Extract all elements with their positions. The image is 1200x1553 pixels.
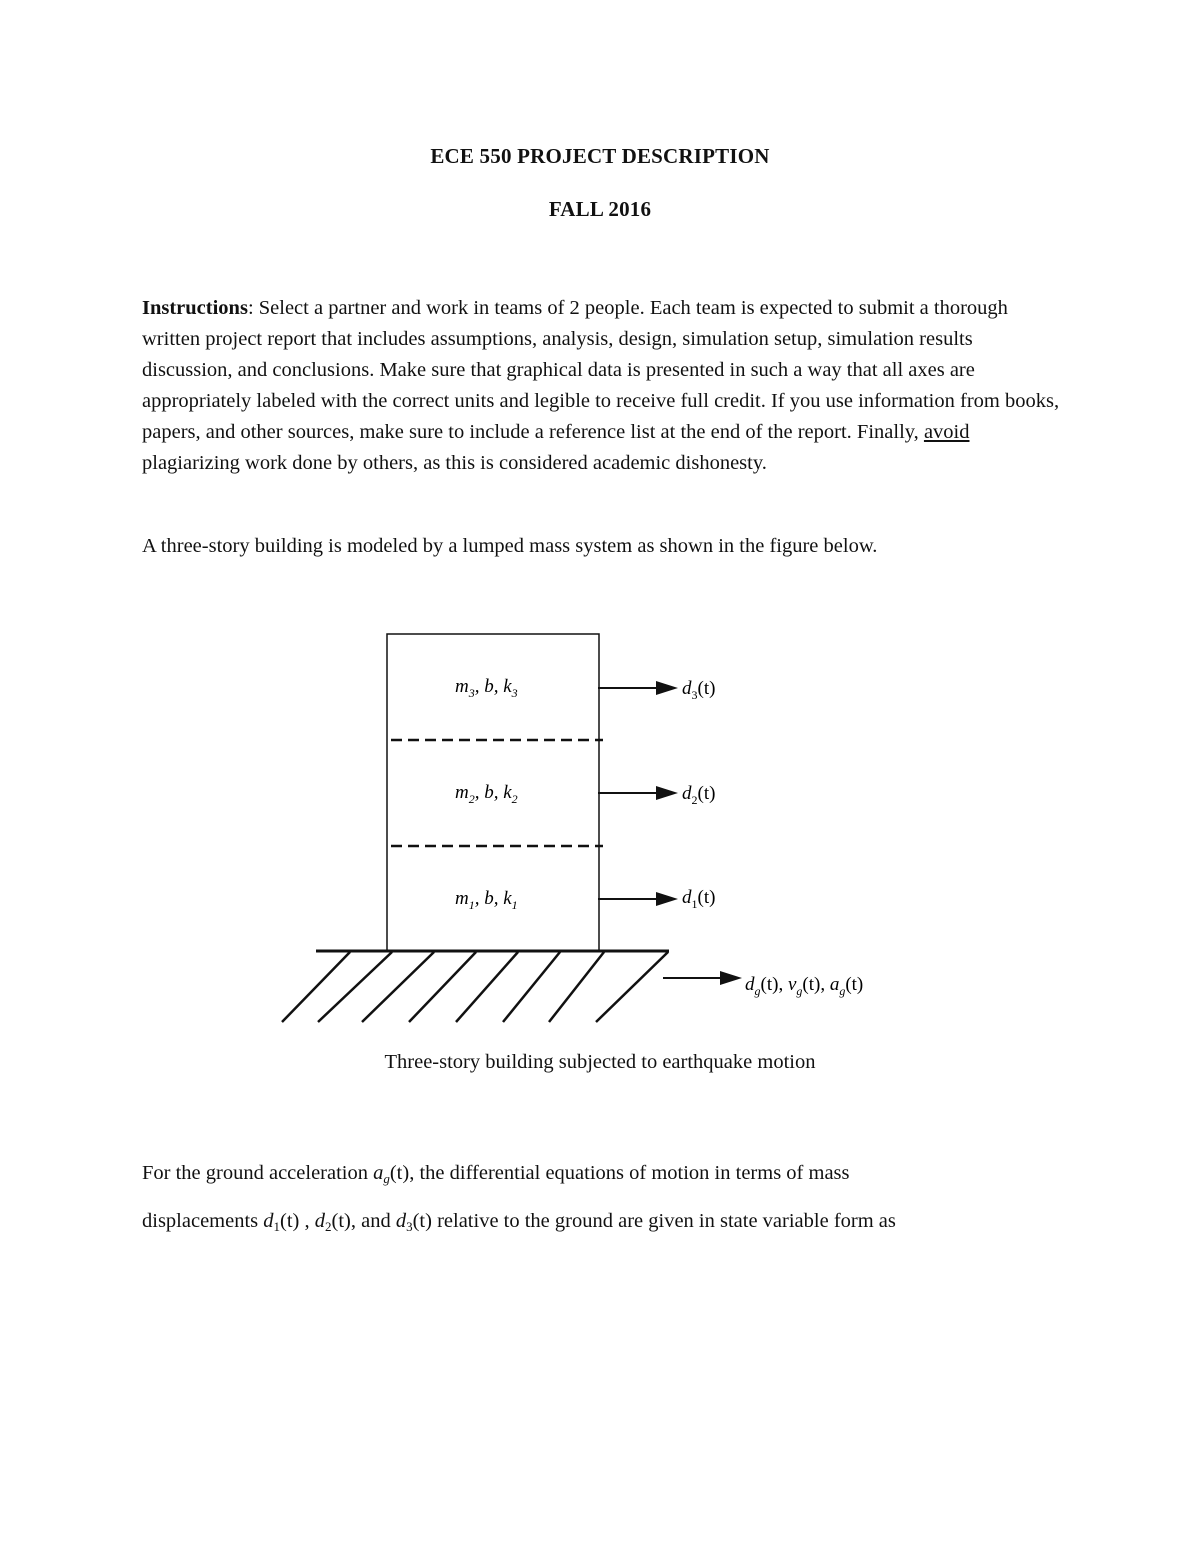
eq-ag-sub: g bbox=[383, 1171, 390, 1186]
arrowhead-ground bbox=[720, 971, 742, 985]
figure-caption: Three-story building subjected to earthquake motion bbox=[384, 1051, 816, 1073]
ground-hatch bbox=[282, 952, 668, 1022]
eq-d2-symbol: d bbox=[314, 1210, 325, 1232]
floor2-label: $m_2$, b, $k_2$ bbox=[455, 782, 518, 806]
floor3-label: $m_3$, b, $k_3$ bbox=[455, 676, 518, 700]
arrowhead-d1 bbox=[656, 892, 678, 906]
eq-sep2: , and bbox=[350, 1210, 396, 1232]
d3-label: $d_3(t)$ bbox=[682, 678, 716, 702]
eq-line1-pre: For the ground acceleration bbox=[142, 1162, 374, 1184]
page-subtitle: FALL 2016 bbox=[548, 197, 652, 221]
eq-ag-arg: (t) bbox=[389, 1162, 410, 1184]
eq-sep1: , bbox=[299, 1210, 315, 1232]
eq-d3-sub: 3 bbox=[406, 1219, 413, 1234]
eq-d2-sub: 2 bbox=[325, 1219, 332, 1234]
eq-ag-symbol: a bbox=[373, 1162, 384, 1184]
d1-label: $d_1(t)$ bbox=[682, 887, 716, 911]
instructions-text-1: : Select a partner and work in teams of 2 people. Each team is expected to submit a thorough written project report that includes assumptions, analysis, design, simulation setup, simulation results discussion, and conclusions. Make sure that graphical data is presented in such a way that all axes are appropriately labeled with the correct units and legible to receive full credit. If you use information from books, papers, and other sources, make sure to include a reference list at the end of the report. Finally, bbox=[142, 297, 1060, 443]
floor1-label: $m_1$, b, $k_1$ bbox=[455, 888, 518, 912]
eq-d1-sub: 1 bbox=[273, 1219, 281, 1234]
arrowhead-d2 bbox=[656, 786, 678, 800]
intro-paragraph: A three-story building is modeled by a lumped mass system as shown in the figure below. bbox=[142, 535, 878, 557]
arrowhead-d3 bbox=[656, 681, 678, 695]
page-title: ECE 550 PROJECT DESCRIPTION bbox=[430, 144, 770, 168]
eq-d1-symbol: d bbox=[263, 1210, 274, 1232]
eq-line2-post: relative to the ground are given in state variable form as bbox=[431, 1210, 896, 1232]
eq-line1-post: , the differential equations of motion in terms of mass bbox=[409, 1162, 850, 1184]
eq-d3-arg: (t) bbox=[412, 1210, 432, 1232]
eq-d2-arg: (t) bbox=[331, 1210, 351, 1232]
instructions-emphasis: avoid bbox=[923, 421, 970, 443]
eq-d3-symbol: d bbox=[395, 1210, 407, 1232]
eq-d1-arg: (t) bbox=[280, 1210, 300, 1232]
equations-paragraph bbox=[142, 1152, 1062, 1248]
d2-label: $d_2(t)$ bbox=[682, 783, 716, 807]
ground-motion-label: $d_g(t)$, $v_g(t)$, $a_g(t)$ bbox=[745, 974, 864, 998]
instructions-label: Instructions bbox=[142, 297, 248, 319]
eq-line2-pre: displacements bbox=[142, 1210, 264, 1232]
instructions-text-2: plagiarizing work done by others, as this is considered academic dishonesty. bbox=[142, 452, 767, 474]
